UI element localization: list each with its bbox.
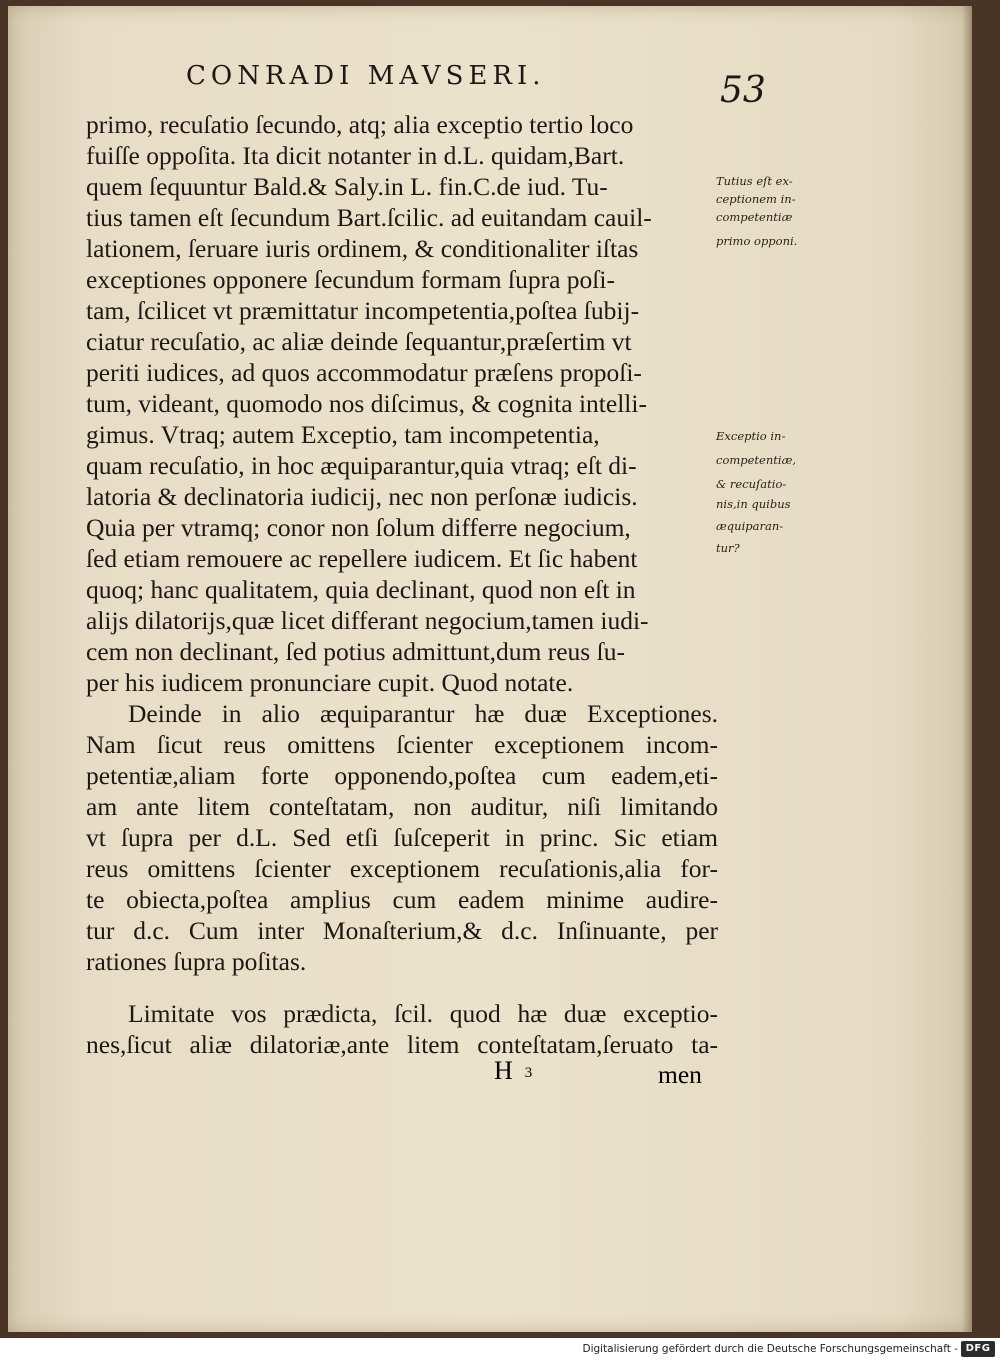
text-line: fuiſſe oppoſita. Ita dicit notanter in d.L. quidam,Bart.	[86, 141, 625, 170]
marginal-note-line: tur?	[716, 541, 740, 555]
text-line: latoria & declinatoria iudicij, nec non perſonæ iudicis.	[86, 482, 638, 511]
text-line: am ante litem conteſtatam, non auditur, niſi limitando	[86, 792, 718, 821]
text-line: gimus. Vtraq; autem Exceptio, tam incompetentia,	[86, 420, 600, 449]
page-number: 53	[720, 70, 766, 111]
text-line: tam, ſcilicet vt præmittatur incompetentia,poſtea ſubij-	[86, 296, 640, 325]
text-line: ſed etiam remouere ac repellere iudicem. Et ſic habent	[86, 544, 638, 573]
marginal-note-line: competentiæ,	[716, 453, 797, 467]
marginal-note-line: primo opponi.	[716, 234, 798, 248]
text-line: tur d.c. Cum inter Monaſterium,& d.c. Inſinuante, per	[86, 916, 718, 945]
marginal-note-line: Exceptio in-	[716, 429, 786, 443]
dfg-logo: DFG	[961, 1341, 995, 1357]
running-head: CONRADI MAVSERI.	[186, 61, 546, 91]
text-line: Quia per vtramq; conor non ſolum differre negocium,	[86, 513, 631, 542]
text-line: nes,ſicut aliæ dilatoriæ,ante litem conteſtatam,ſeruato ta-	[86, 1030, 718, 1059]
signature-mark	[494, 1056, 532, 1086]
text-line: periti iudices, ad quos accommodatur præſens propoſi-	[86, 358, 642, 387]
text-line: Deinde in alio æquiparantur hæ duæ Exceptiones.	[128, 699, 718, 728]
marginal-note-line: æquiparan-	[716, 519, 784, 533]
text-line: quoq; hanc qualitatem, quia declinant, quod non eſt in	[86, 575, 636, 604]
footer-bar	[0, 1338, 1000, 1361]
book-page	[8, 6, 972, 1332]
text-line: petentiæ,aliam forte opponendo,poſtea cum eadem,eti-	[86, 761, 718, 790]
text-line: per his iudicem pronunciare cupit. Quod notate.	[86, 668, 574, 697]
text-line: Nam ſicut reus omittens ſcienter exceptionem incom-	[86, 730, 718, 759]
catchword: men	[658, 1060, 702, 1089]
text-line: quam recuſatio, in hoc æquiparantur,quia vtraq; eſt di-	[86, 451, 637, 480]
text-line: reus omittens ſcienter exceptionem recuſationis,alia for-	[86, 854, 718, 883]
marginal-note-line: nis,in quibus	[716, 497, 791, 511]
text-line: rationes ſupra poſitas.	[86, 947, 307, 976]
signature-letter: H	[494, 1056, 513, 1085]
funding-notice: Digitalisierung gefördert durch die Deutsche Forschungsgemeinschaft -	[582, 1343, 958, 1355]
text-line: tius tamen eſt ſecundum Bart.ſcilic. ad euitandam cauil-	[86, 203, 652, 232]
text-line: vt ſupra per d.L. Sed etſi ſuſceperit in princ. Sic etiam	[86, 823, 718, 852]
text-line: cem non declinant, ſed potius admittunt,dum reus ſu-	[86, 637, 625, 666]
text-line: tum, videant, quomodo nos diſcimus, & cognita intelli-	[86, 389, 647, 418]
marginal-note-line: Tutius eſt ex-	[716, 174, 793, 188]
signature-number: 3	[524, 1065, 533, 1081]
text-line: lationem, ſeruare iuris ordinem, & conditionaliter iſtas	[86, 234, 639, 263]
text-line: exceptiones opponere ſecundum formam ſupra poſi-	[86, 265, 615, 294]
marginal-note-line: & recuſatio-	[716, 477, 787, 491]
text-line: te obiecta,poſtea amplius cum eadem minime audire-	[86, 885, 718, 914]
marginal-note-line: ceptionem in-	[716, 192, 796, 206]
page-edge-shadow	[962, 6, 972, 1332]
text-line: quem ſequuntur Bald.& Saly.in L. fin.C.de iud. Tu-	[86, 172, 608, 201]
marginal-note-line: competentiæ	[716, 210, 793, 224]
text-line: ciatur recuſatio, ac aliæ deinde ſequantur,præſertim vt	[86, 327, 632, 356]
text-line: alijs dilatorijs,quæ licet differant negocium,tamen iudi-	[86, 606, 649, 635]
text-line: Limitate vos prædicta, ſcil. quod hæ duæ exceptio-	[128, 999, 718, 1028]
text-line: primo, recuſatio ſecundo, atq; alia exceptio tertio loco	[86, 110, 634, 139]
